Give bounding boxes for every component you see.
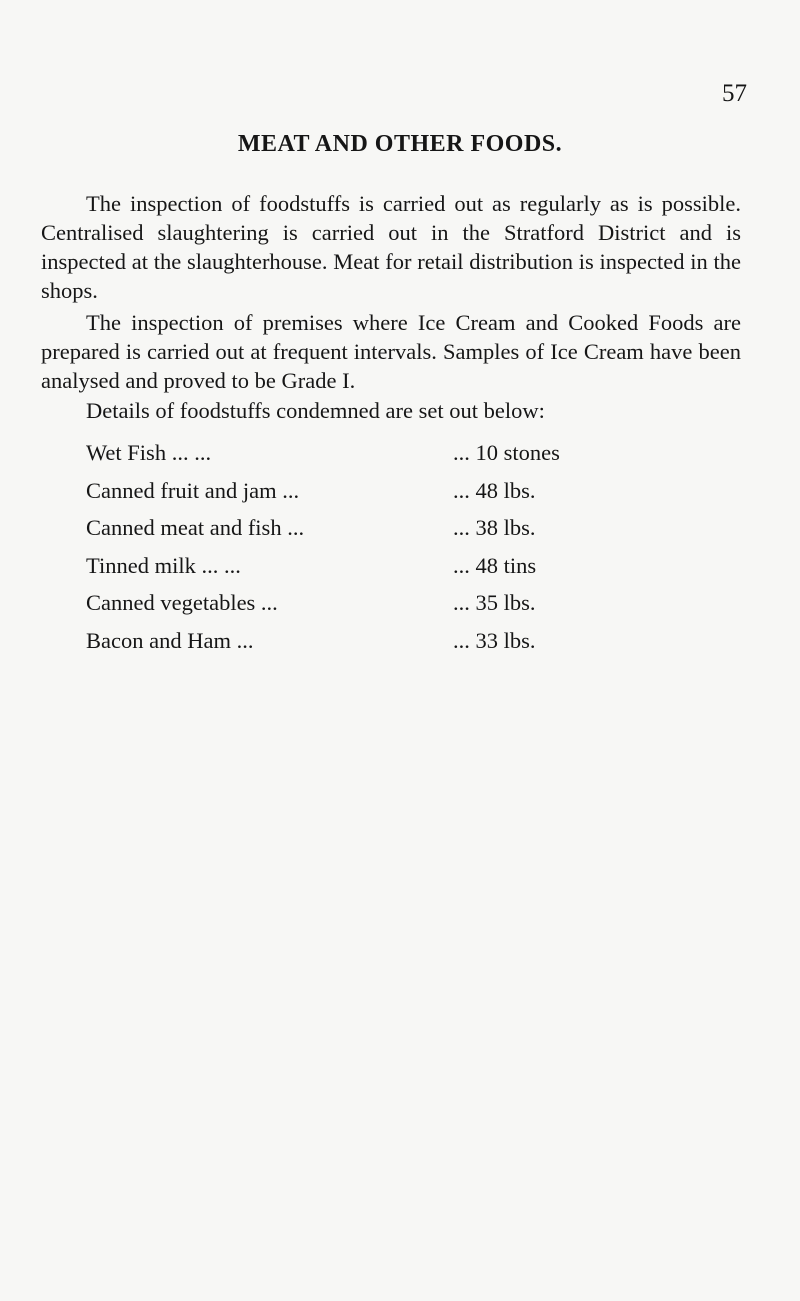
row-item: Canned vegetables ... [86,590,278,615]
row-amount: ... 48 lbs. [453,477,536,503]
table-row [86,553,766,591]
row-item: Wet Fish ... ... [86,440,212,465]
table-row [86,515,766,553]
table-row [86,478,766,516]
row-item: Canned meat and fish ... [86,515,305,540]
row-amount: ... 10 stones [453,440,560,465]
page-title: MEAT AND OTHER FOODS. [237,131,563,157]
row-amount: ... 38 lbs. [453,515,536,540]
paragraph-inspection: The inspection of foodstuffs is carried out as regularly as is possible. Centralised slaughtering is carried out in the Stratford District and is inspected at the slaughterhouse. Meat for retail distribution is inspected in the shops. [41,191,741,303]
table-row [86,628,766,666]
condemned-intro: Details of foodstuffs condemned are set out below: [86,398,545,423]
row-item: Tinned milk ... ... [86,552,241,578]
row-amount: ... 48 tins [453,552,537,578]
row-item: Canned fruit and jam ... [86,477,300,503]
row-amount: ... 35 lbs. [453,590,536,615]
paragraph-premises: The inspection of premises where Ice Cream and Cooked Foods are prepared is carried out at frequent intervals. Samples of Ice Cream have been analysed and proved to be Grade I. [41,310,741,393]
page-number: 57 [722,80,747,107]
condemned-foodstuffs-table [86,440,766,665]
table-row [86,440,766,478]
row-item: Bacon and Ham ... [86,627,254,653]
row-amount: ... 33 lbs. [453,627,536,653]
table-row [86,590,766,628]
